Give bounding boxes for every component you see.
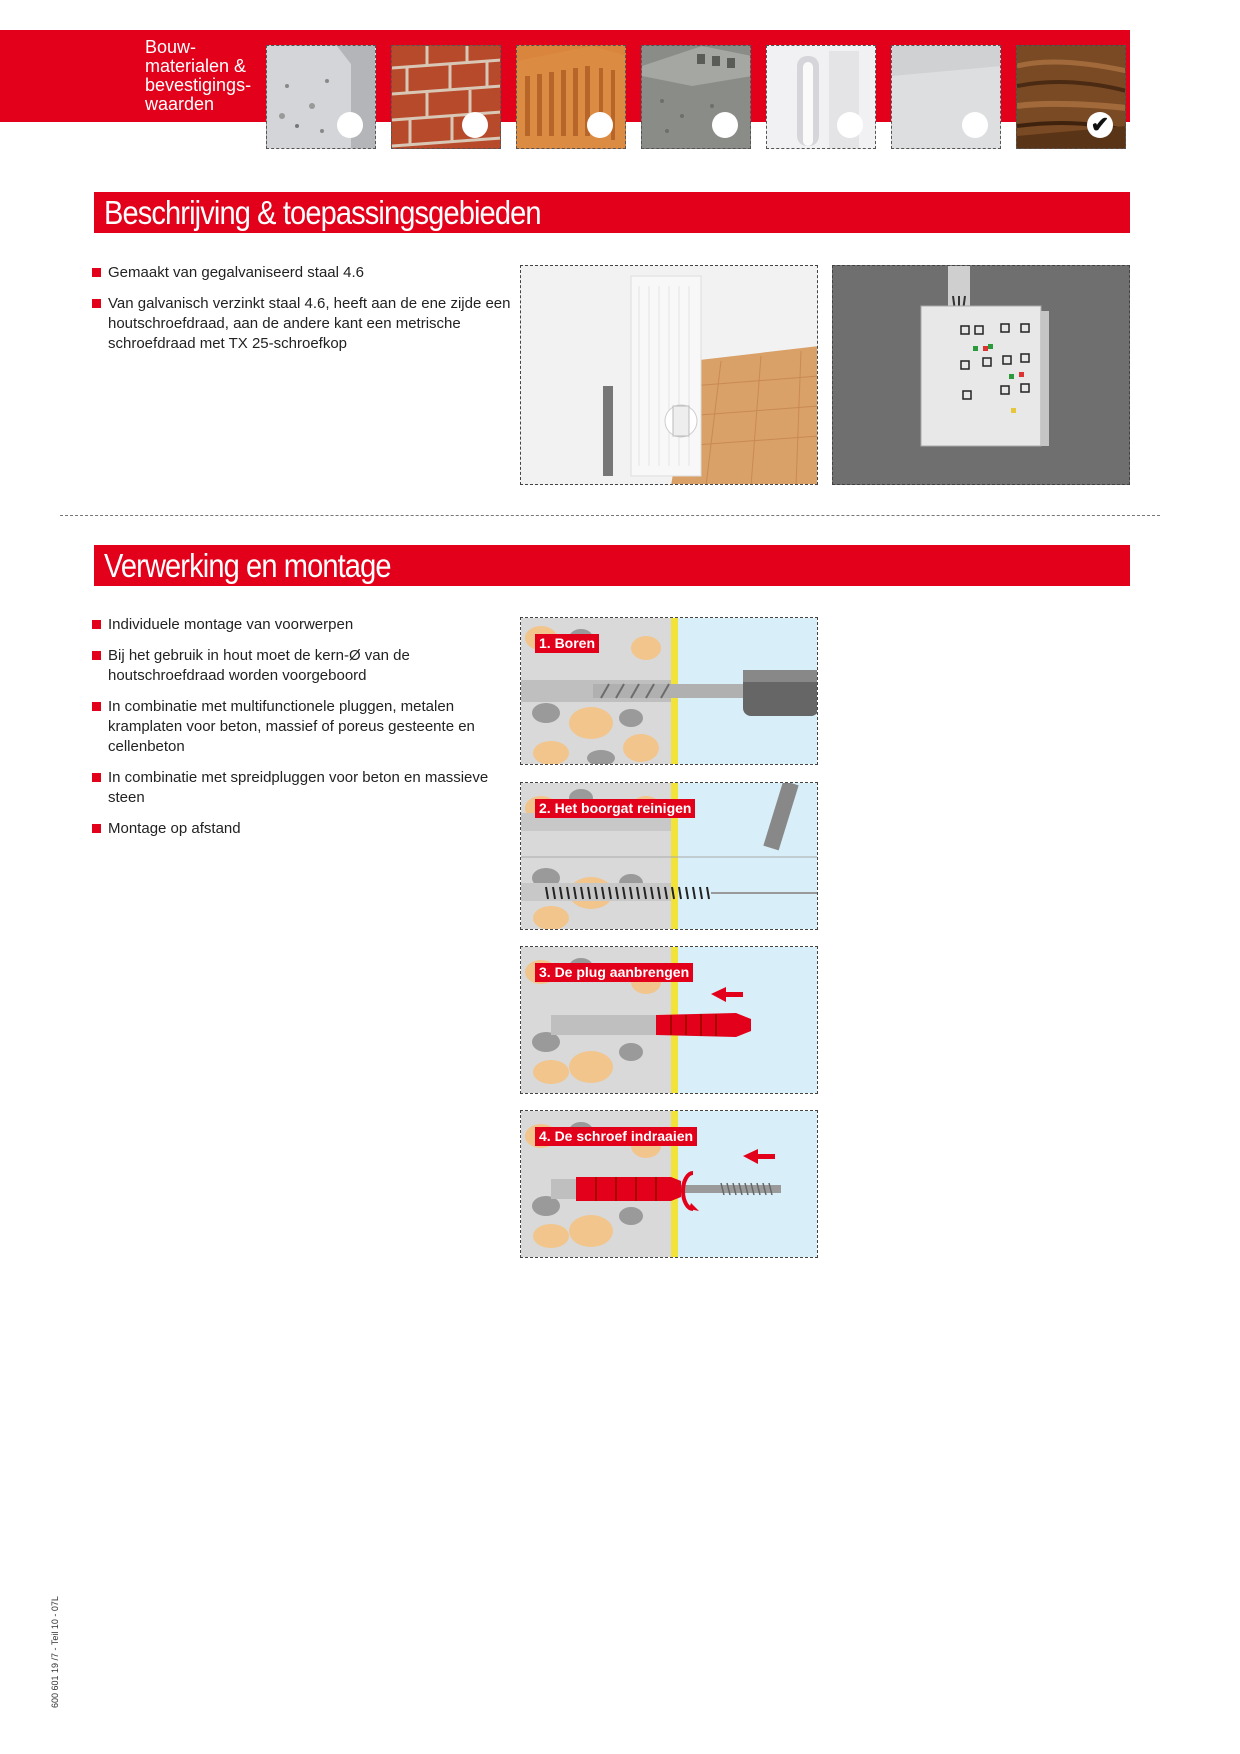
radiator-illustration	[521, 266, 818, 485]
material-tile-wood	[1016, 45, 1126, 149]
control-cabinet-illustration	[833, 266, 1130, 485]
list-item: In combinatie met multifunctionele pluggen, metalen kramplaten voor beton, massief of poreus gesteente en cellenbeton	[92, 697, 512, 757]
step-label: 2. Het boorgat reinigen	[535, 799, 695, 818]
step-drilling	[520, 617, 818, 765]
check-icon: ✔	[1087, 112, 1113, 138]
step-screw-in	[520, 1110, 818, 1258]
material-tile-brick	[391, 45, 501, 149]
section-title-processing: Verwerking en montage	[88, 545, 1130, 586]
material-tile-board	[891, 45, 1001, 149]
list-item: Individuele montage van voorwerpen	[92, 615, 512, 635]
list-item: Van galvanisch verzinkt staal 4.6, heeft aan de ene zijde een houtschroefdraad, aan de andere kant een metrische schroefdraad met TX 25-schroefkop	[92, 294, 512, 354]
control-cabinet-photo	[832, 265, 1130, 485]
list-item: Bij het gebruik in hout moet de kern-Ø van de houtschroefdraad worden voorgeboord	[92, 646, 512, 686]
step-label: 4. De schroef indraaien	[535, 1127, 697, 1146]
document-code: 600 601 19 /7 - Teil 10 - 07L	[50, 1596, 60, 1708]
material-indicator	[837, 112, 863, 138]
list-item: In combinatie met spreidpluggen voor beton en massieve steen	[92, 768, 512, 808]
description-bullet-list	[92, 263, 512, 365]
list-item: Gemaakt van gegalvaniseerd staal 4.6	[92, 263, 512, 283]
processing-bullet-list	[92, 615, 512, 850]
material-tile-concrete	[266, 45, 376, 149]
step-insert-plug	[520, 946, 818, 1094]
materials-title: Bouw- materialen & bevestigings- waarden	[145, 37, 252, 114]
section-divider	[60, 515, 1160, 516]
material-indicator	[712, 112, 738, 138]
radiator-photo	[520, 265, 818, 485]
material-tile-perforated-brick	[516, 45, 626, 149]
material-tile-gypsum	[766, 45, 876, 149]
material-indicator	[587, 112, 613, 138]
material-indicator	[337, 112, 363, 138]
material-indicator	[462, 112, 488, 138]
material-indicator	[962, 112, 988, 138]
step-label: 1. Boren	[535, 634, 599, 653]
step-cleaning	[520, 782, 818, 930]
material-tile-hollow-block	[641, 45, 751, 149]
list-item: Montage op afstand	[92, 819, 512, 839]
step-label: 3. De plug aanbrengen	[535, 963, 693, 982]
section-title-description: Beschrijving & toepassingsgebieden	[88, 192, 1130, 233]
